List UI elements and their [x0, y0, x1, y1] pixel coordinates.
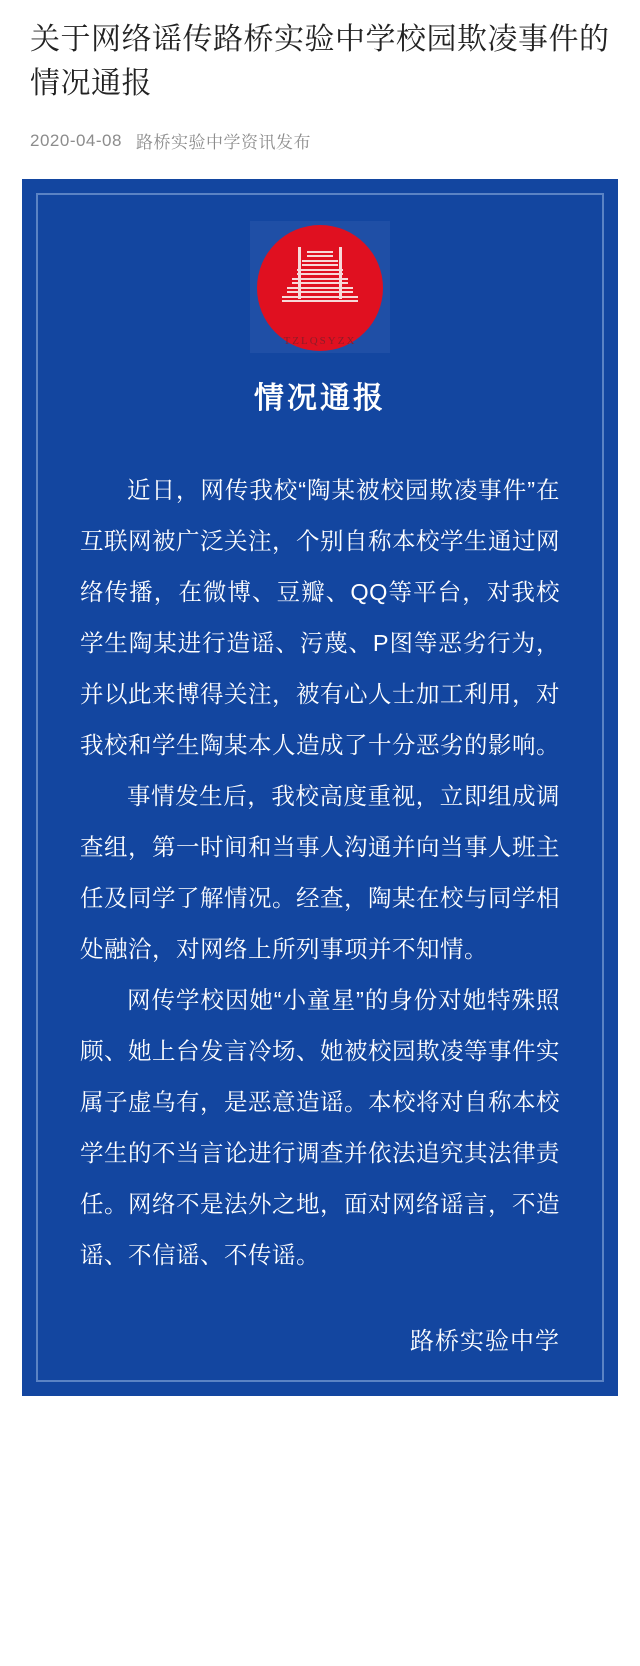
notice-paragraph-2: 事情发生后，我校高度重视，立即组成调查组，第一时间和当事人沟通并向当事人班主任及同学了解情况。经查，陶某在校与同学相处融洽，对网络上所列事项并不知情。: [80, 783, 560, 962]
signature-organization: 路桥实验中学: [410, 1328, 560, 1355]
notice-paragraph-1: 近日，网传我校“陶某被校园欺凌事件”在互联网被广泛关注，个别自称本校学生通过网络传播，在微博、豆瓣、QQ等平台，对我校学生陶某进行造谣、污蔑、P图等恶劣行为，并以此来博得关注，被有心人士加工利用，对我校和学生陶某本人造成了十分恶劣的影响。: [80, 477, 560, 758]
article-header: [0, 0, 640, 153]
page-title: 关于网络谣传路桥实验中学校园欺凌事件的情况通报: [30, 23, 610, 100]
emblem-acronym-label: TZLQSYZX: [283, 335, 357, 347]
notice-heading: 情况通报: [254, 382, 386, 415]
school-emblem-icon: [250, 221, 390, 353]
notice-card: [22, 179, 618, 1396]
notice-paragraph-3: 网传学校因她“小童星”的身份对她特殊照顾、她上台发言冷场、她被校园欺凌等事件实属子虚乌有，是恶意造谣。本校将对自称本校学生的不当言论进行调查并依法追究其法律责任。网络不是法外之地，面对网络谣言，不造谣、不信谣、不传谣。: [80, 987, 560, 1268]
publish-date: 2020-04-08: [30, 130, 122, 150]
notice-signature: [80, 1321, 560, 1356]
article-meta: [30, 128, 610, 153]
emblem-pillars-icon: [298, 247, 342, 299]
notice-card-inner-border: [36, 193, 604, 1382]
publish-source: 路桥实验中学资讯发布: [135, 133, 311, 152]
notice-body: [80, 465, 560, 1281]
